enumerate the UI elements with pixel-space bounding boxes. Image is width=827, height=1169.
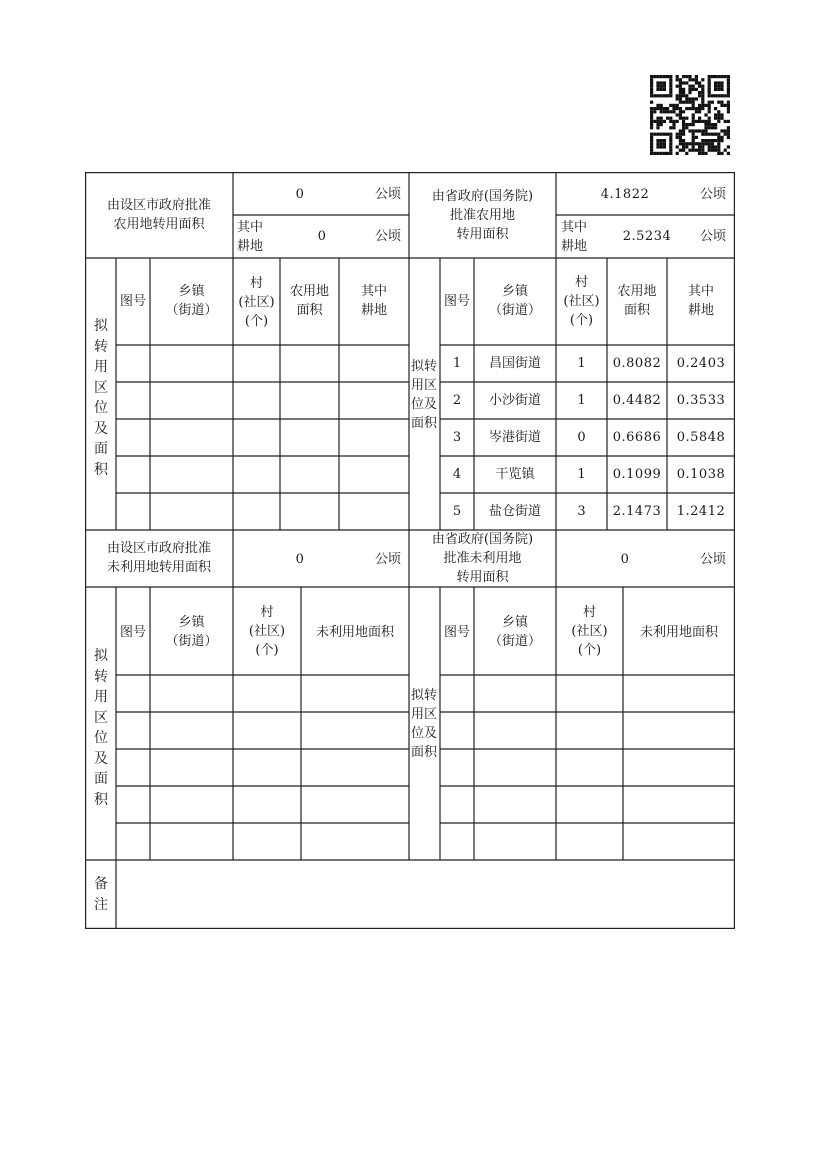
header-unused-area: 未利用地面积 — [315, 625, 394, 640]
top-right-sub-unit: 公顷 — [699, 229, 726, 244]
header-map-no: 图号 — [443, 625, 470, 640]
unused-left-unit: 公顷 — [374, 552, 401, 567]
table-row-4-cultivated: 0.1038 — [676, 467, 726, 482]
header-village: 村 (社区) (个) — [563, 275, 600, 328]
qr-code — [650, 75, 730, 155]
side-label-left-unused: 拟转用区位及面积 — [94, 648, 108, 808]
table-row-5-town: 盐仓街道 — [488, 504, 541, 519]
header-cultivated: 其中 耕地 — [687, 284, 714, 318]
top-left-value: 0 — [295, 187, 305, 202]
table-row-3-town: 岑港街道 — [488, 430, 541, 445]
table-row-2-village: 1 — [577, 393, 586, 408]
header-map-no: 图号 — [119, 294, 146, 309]
header-village: 村 (社区) (个) — [248, 605, 286, 658]
table-row-1-area: 0.8082 — [612, 356, 662, 371]
land-conversion-table — [85, 172, 735, 929]
top-left-sub-value: 0 — [317, 229, 327, 244]
top-left-sub-unit: 公顷 — [374, 229, 401, 244]
table-row-1-village: 1 — [577, 356, 586, 371]
table-row-5-area: 2.1473 — [612, 504, 662, 519]
header-farm-area: 农用地 面积 — [289, 284, 329, 318]
unused-left-title: 由设区市政府批准 未利用地转用面积 — [106, 541, 211, 575]
unused-left-value: 0 — [295, 552, 305, 567]
top-right-sub-label: 其中 耕地 — [561, 220, 588, 254]
table-row-1-cultivated: 0.2403 — [676, 356, 726, 371]
side-label-right-farm: 拟转用区位及面积 — [410, 359, 437, 431]
top-left-title: 由设区市政府批准 农用地转用面积 — [106, 198, 211, 232]
table-row-1-no: 1 — [452, 356, 462, 371]
table-row-4-area: 0.1099 — [612, 467, 662, 482]
header-town: 乡镇 （街道） — [488, 284, 541, 318]
remarks-label: 备注 — [94, 876, 108, 913]
unused-right-unit: 公顷 — [699, 552, 726, 567]
side-label-left-farm: 拟转用区位及面积 — [94, 318, 108, 478]
top-left-unit: 公顷 — [374, 187, 401, 202]
header-village: 村 (社区) (个) — [238, 276, 275, 329]
table-row-2-cultivated: 0.3533 — [676, 393, 726, 408]
header-town: 乡镇 （街道） — [488, 615, 541, 649]
table-row-2-town: 小沙街道 — [488, 393, 541, 408]
header-town: 乡镇 （街道） — [165, 615, 218, 649]
header-town: 乡镇 （街道） — [165, 284, 218, 318]
top-left-sub-label: 其中 耕地 — [237, 220, 264, 254]
unused-right-title: 由省政府(国务院) 批准未利用地 转用面积 — [431, 532, 534, 585]
table-row-2-no: 2 — [452, 393, 462, 408]
table-row-5-village: 3 — [577, 504, 586, 519]
table-row-4-no: 4 — [452, 467, 462, 482]
table-row-5-cultivated: 1.2412 — [676, 504, 726, 519]
side-label-right-unused: 拟转用区位及面积 — [410, 688, 437, 760]
table-row-3-no: 3 — [452, 430, 462, 445]
top-right-value: 4.1822 — [600, 187, 650, 202]
header-unused-area: 未利用地面积 — [639, 625, 718, 640]
table-row-4-town: 干览镇 — [495, 467, 535, 482]
table-row-1-town: 昌国街道 — [488, 356, 541, 371]
top-right-unit: 公顷 — [699, 187, 726, 202]
top-right-sub-value: 2.5234 — [622, 229, 672, 244]
header-map-no: 图号 — [119, 625, 146, 640]
table-row-2-area: 0.4482 — [612, 393, 662, 408]
top-right-title: 由省政府(国务院) 批准农用地 转用面积 — [431, 189, 534, 242]
table-row-4-village: 1 — [577, 467, 586, 482]
header-farm-area: 农用地 面积 — [617, 284, 657, 318]
unused-right-value: 0 — [620, 552, 630, 567]
table-row-5-no: 5 — [452, 504, 462, 519]
header-map-no: 图号 — [443, 294, 470, 309]
table-row-3-village: 0 — [577, 430, 586, 445]
table-row-3-cultivated: 0.5848 — [676, 430, 726, 445]
header-cultivated: 其中 耕地 — [360, 284, 387, 318]
header-village: 村 (社区) (个) — [571, 605, 608, 658]
table-row-3-area: 0.6686 — [612, 430, 662, 445]
